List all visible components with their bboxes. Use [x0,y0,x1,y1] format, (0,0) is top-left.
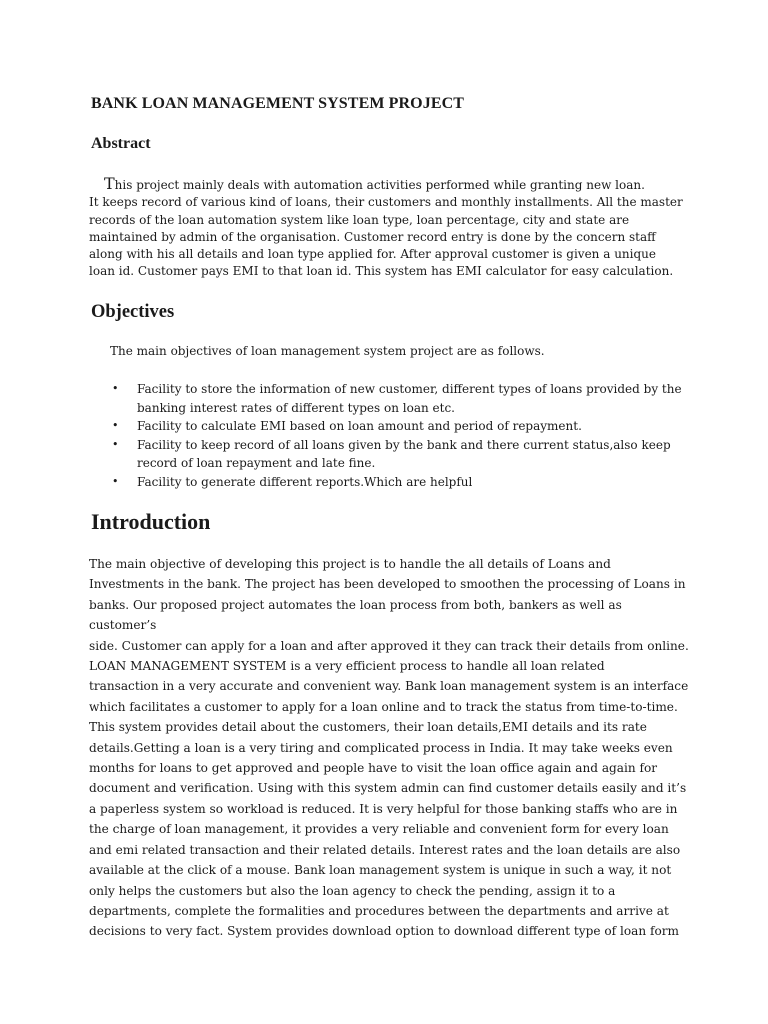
introduction-line: LOAN MANAGEMENT SYSTEM is a very efficient process to handle all loan related [89,659,605,674]
list-item [112,380,692,417]
introduction-line: months for loans to get approved and people have to visit the loan office again and again for [89,761,658,776]
introduction-line: details.Getting a loan is a very tiring and complicated process in India. It may take weeks even [89,740,673,755]
introduction-line: which facilitates a customer to apply for a loan online and to track the status from time-to-time. [89,699,678,714]
objectives-intro: The main objectives of loan management system project are as follows. [110,344,545,358]
abstract-paragraph [89,175,689,281]
abstract-line: maintained by admin of the organisation. Customer record entry is done by the concern staff [89,229,656,244]
introduction-line: banks. Our proposed project automates the loan process from both, bankers as well as customer’s [89,597,622,633]
introduction-paragraph [89,554,689,942]
introduction-line: The main objective of developing this project is to handle the all details of Loans and [89,557,611,571]
abstract-line: loan id. Customer pays EMI to that loan id. This system has EMI calculator for easy calculation. [89,264,674,279]
bullet-icon: • [112,437,119,451]
abstract-heading: Abstract [91,135,151,152]
introduction-line: Investments in the bank. The project has been developed to smoothen the processing of Loans in [89,577,686,592]
introduction-line: departments, complete the formalities and procedures between the departments and arrive at [89,903,669,918]
document-title: BANK LOAN MANAGEMENT SYSTEM PROJECT [91,95,465,112]
introduction-line: available at the click of a mouse. Bank loan management system is unique in such a way, it not [89,863,672,878]
introduction-heading: Introduction [91,509,211,534]
abstract-line: along with his all details and loan type applied for. After approval customer is given a unique [89,247,656,262]
list-item [112,417,692,436]
list-item [112,436,692,473]
introduction-line: side. Customer can apply for a loan and after approved it they can track their details from online. [89,638,689,653]
list-item-line: Facility to keep record of all loans given by the bank and there current status,also keep [137,437,671,452]
introduction-line: a paperless system so workload is reduced. It is very helpful for those banking staffs who are in [89,801,678,816]
introduction-line: the charge of loan management, it provides a very reliable and convenient form for every loan [89,822,669,837]
abstract-line [89,175,689,194]
list-item-line: banking interest rates of different types on loan etc. [137,400,455,415]
abstract-line: records of the loan automation system like loan type, loan percentage, city and state are [89,212,630,227]
list-item-line: Facility to store the information of new customer, different types of loans provided by the [137,382,682,396]
objectives-list [112,380,692,492]
bullet-icon: • [112,474,119,488]
introduction-line: decisions to very fact. System provides download option to download different type of loan form [89,924,679,939]
introduction-line: only helps the customers but also the loan agency to check the pending, assign it to a [89,883,616,898]
abstract-line: It keeps record of various kind of loans, their customers and monthly installments. All the master [89,195,683,210]
introduction-line: and emi related transaction and their related details. Interest rates and the loan details are also [89,842,681,857]
abstract-first-line: his project mainly deals with automation activities performed while granting new loan. [114,178,645,192]
list-item-line: record of loan repayment and late fine. [137,456,376,471]
list-item-line: Facility to generate different reports.Which are helpful [137,474,473,489]
bullet-icon: • [112,382,119,395]
bullet-icon: • [112,419,119,433]
abstract-drop-letter: T [104,174,115,193]
list-item [112,473,692,492]
introduction-line: document and verification. Using with this system admin can find customer details easily and it’s [89,781,687,796]
introduction-line: transaction in a very accurate and convenient way. Bank loan management system is an interface [89,679,689,694]
list-item-line: Facility to calculate EMI based on loan amount and period of repayment. [137,419,582,434]
objectives-heading: Objectives [91,302,175,322]
introduction-line: This system provides detail about the customers, their loan details,EMI details and its rate [89,720,647,735]
